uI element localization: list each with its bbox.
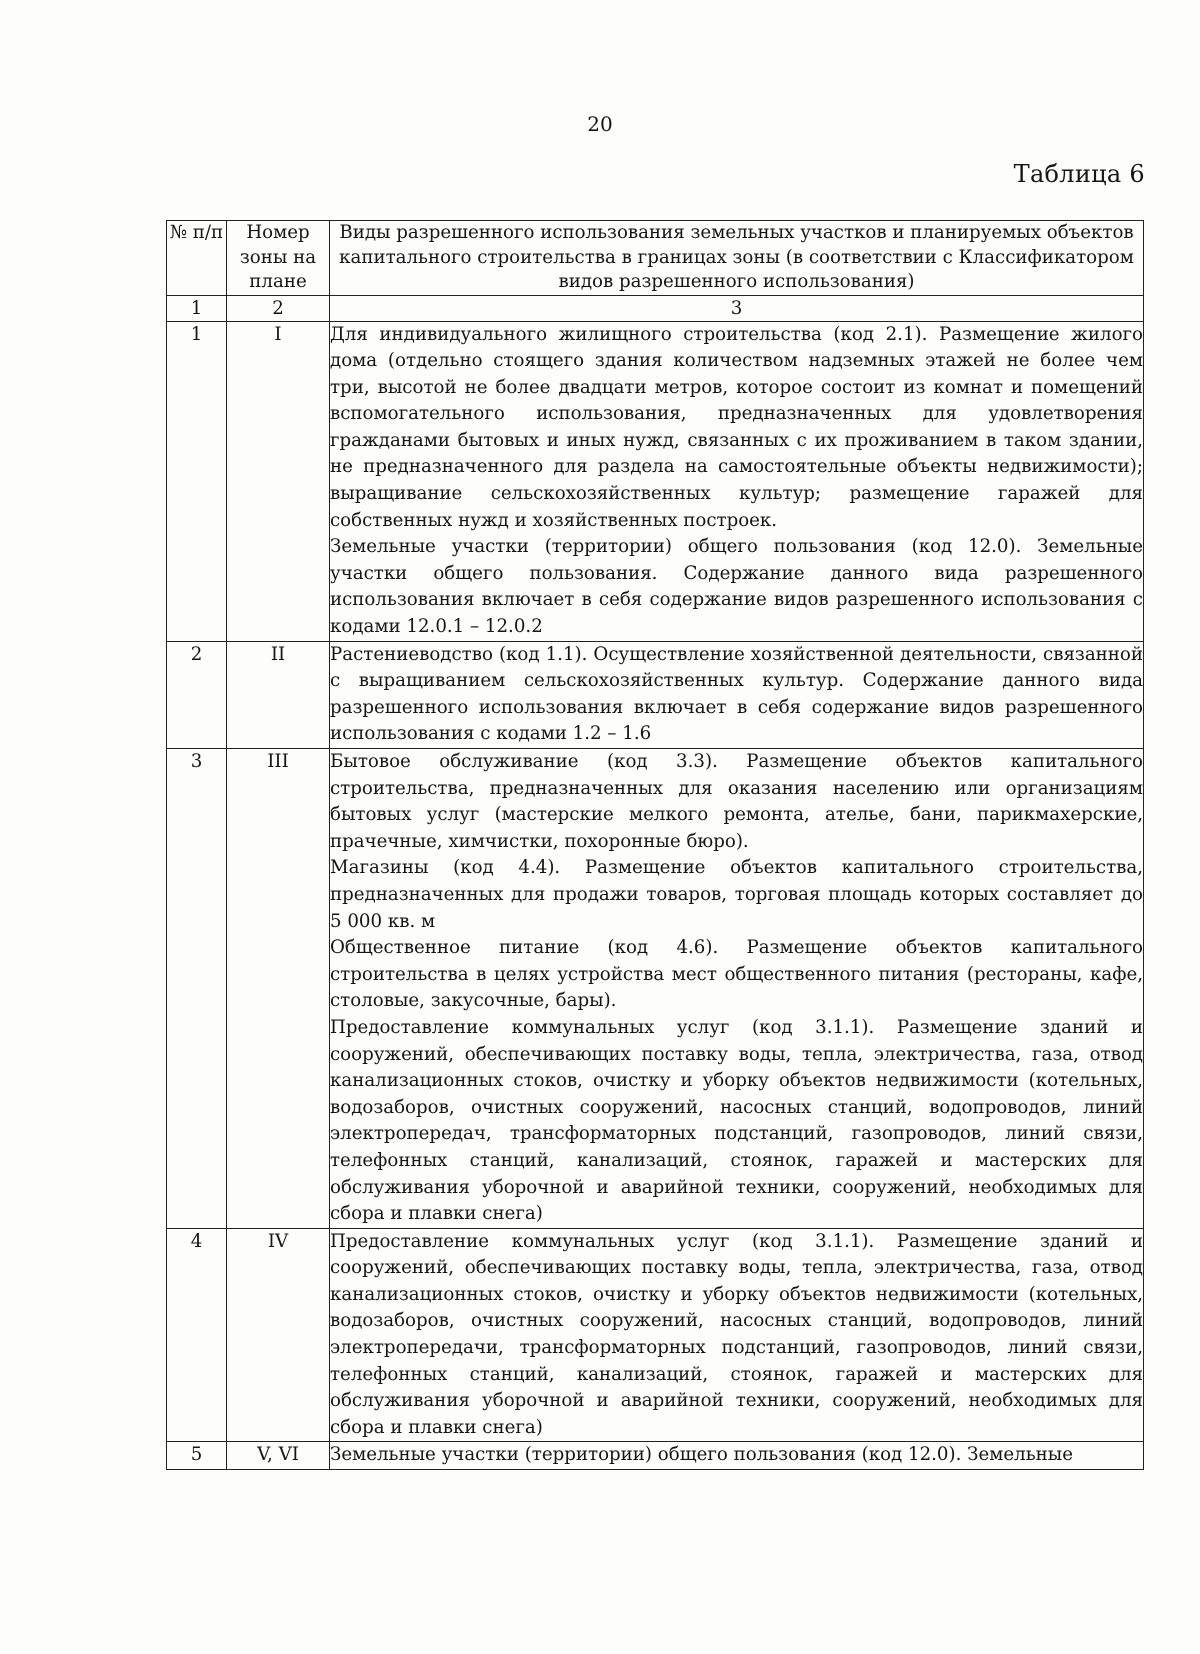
column-index-row xyxy=(167,295,1144,321)
use-paragraph: Общественное питание (код 4.6). Размещение объектов капитального строительства в целях устройства мест общественного питания (рестораны, кафе, столовые, закусочные, бары). xyxy=(330,937,1143,1012)
row-number: 2 xyxy=(167,641,227,748)
table-row xyxy=(167,641,1144,748)
land-use-table xyxy=(166,220,1144,1470)
use-paragraph: Растениеводство (код 1.1). Осуществление хозяйственной деятельности, связанной с выращиванием сельскохозяйственных культур. Содержание данного вида разрешенного использования включает в себя содержание видов разрешенного использования с кодами 1.2 – 1.6 xyxy=(330,643,1143,745)
row-number: 5 xyxy=(167,1442,227,1470)
header-desc: Виды разрешенного использования земельных участков и планируемых объектов капитального строительства в границах зоны (в соответствии с Классификатором видов разрешенного использования) xyxy=(330,221,1144,296)
header-num: № п/п xyxy=(167,221,227,296)
table-header-row xyxy=(167,221,1144,296)
table-row xyxy=(167,749,1144,1229)
zone-number: I xyxy=(227,321,330,641)
table-row xyxy=(167,1228,1144,1442)
column-index-cell: 3 xyxy=(330,295,1144,321)
use-paragraph: Предоставление коммунальных услуг (код 3.1.1). Размещение зданий и сооружений, обеспечивающих поставку воды, тепла, электричества, газа, отвод канализационных стоков, очистку и уборку объектов недвижимости (котельных, водозаборов, очистных сооружений, насосных станций, водопроводов, линий электропередачи, трансформаторных подстанций, газопроводов, линий связи, телефонных станций, канализаций, стоянок, гаражей и мастерских для обслуживания уборочной и аварийной техники, сооружений, необходимых для сбора и плавки снега) xyxy=(330,1230,1143,1438)
page-number: 20 xyxy=(587,112,613,136)
use-paragraph: Магазины (код 4.4). Размещение объектов капитального строительства, предназначенных для продажи товаров, торговая площадь которых составляет до 5 000 кв. м xyxy=(330,857,1143,932)
table-row xyxy=(167,1442,1144,1470)
zone-number: V, VI xyxy=(227,1442,330,1470)
column-index-cell: 1 xyxy=(167,295,227,321)
use-description xyxy=(330,749,1144,1229)
column-index-cell: 2 xyxy=(227,295,330,321)
use-description xyxy=(330,641,1144,748)
zone-number: III xyxy=(227,749,330,1229)
use-description xyxy=(330,321,1144,641)
use-paragraph: Бытовое обслуживание (код 3.3). Размещение объектов капитального строительства, предназначенных для оказания населению или организациям бытовых услуг (мастерские мелкого ремонта, ателье, бани, парикмахерские, прачечные, химчистки, похоронные бюро). xyxy=(330,751,1143,852)
zone-number: IV xyxy=(227,1228,330,1442)
zone-number: II xyxy=(227,641,330,748)
row-number: 4 xyxy=(167,1228,227,1442)
use-paragraph: Предоставление коммунальных услуг (код 3.1.1). Размещение зданий и сооружений, обеспечивающих поставку воды, тепла, электричества, газа, отвод канализационных стоков, очистку и уборку объектов недвижимости (котельных, водозаборов, очистных сооружений, насосных станций, водопроводов, линий электропередач, трансформаторных подстанций, газопроводов, линий связи, телефонных станций, канализаций, стоянок, гаражей и мастерских для обслуживания уборочной и аварийной техники, сооружений, необходимых для сбора и плавки снега) xyxy=(330,1016,1143,1225)
table-caption: Таблица 6 xyxy=(1013,160,1145,188)
header-zone: Номер зоны на плане xyxy=(227,221,330,296)
use-paragraph: Земельные участки (территории) общего пользования (код 12.0). Земельные xyxy=(330,1444,1073,1466)
use-paragraph: Земельные участки (территории) общего пользования (код 12.0). Земельные участки общего пользования. Содержание данного вида разрешенного использования включает в себя содержание видов разрешенного использования с кодами 12.0.1 – 12.0.2 xyxy=(330,536,1143,638)
table-row xyxy=(167,321,1144,641)
use-paragraph: Для индивидуального жилищного строительства (код 2.1). Размещение жилого дома (отдельно стоящего здания количеством надземных этажей не более чем три, высотой не более двадцати метров, которое состоит из комнат и помещений вспомогательного использования, предназначенных для удовлетворения гражданами бытовых и иных нужд, связанных с их проживанием в таком здании, не предназначенного для раздела на самостоятельные объекты недвижимости); выращивание сельскохозяйственных культур; размещение гаражей для собственных нужд и хозяйственных построек. xyxy=(330,323,1143,531)
row-number: 1 xyxy=(167,321,227,641)
use-description xyxy=(330,1228,1144,1442)
row-number: 3 xyxy=(167,749,227,1229)
use-description xyxy=(330,1442,1144,1470)
